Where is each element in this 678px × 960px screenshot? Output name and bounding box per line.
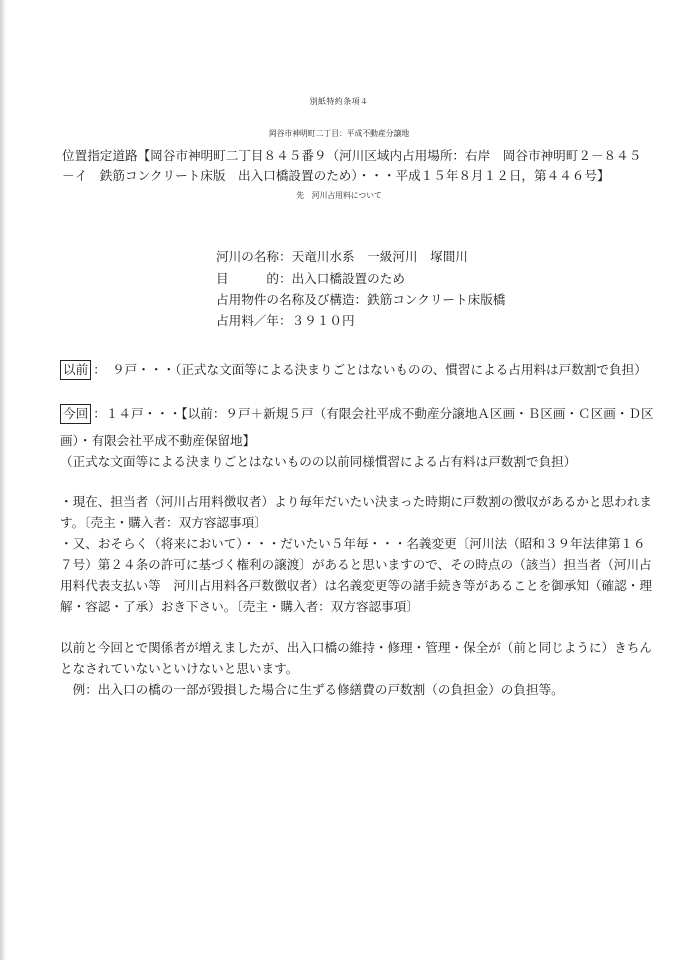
river-name: 河川の名称：天竜川水系 一級河川 塚間川 — [216, 249, 468, 264]
before-label: 以前 — [60, 360, 91, 380]
note-line: ・又、おそらく（将来において）・・・だいたい５年毎・・・名義変更〔河川法（昭和３９年法律第１６ — [60, 536, 646, 551]
before-text: ： ９戸・・・（正式な文面等による決まりごとはないものの、慣習による占用料は戸数割で負担） — [93, 362, 647, 377]
note-line: ７号）第２４条の許可に基づく権利の譲渡〕があると思いますので、その時点の（該当）担当者（河川占 — [60, 557, 652, 572]
note-line: 用料代表支払い等 河川占用料各戸数徴収者）は名義変更等の諸手続き等があることを御承知（確認・理 — [60, 578, 652, 593]
closing-line: となされていないといけないと思います。 — [60, 661, 299, 676]
closing-example: 例：出入口の橋の一部が毀損した場合に生ずる修繕費の戸数割（の負担金）の負担等。 — [60, 682, 564, 697]
before-row — [60, 360, 647, 380]
note-line: す。〔売主・購入者：双方容認事項〕 — [60, 515, 267, 530]
river-fee: 占用料／年：３９１０円 — [216, 313, 355, 328]
now-label: 今回 — [60, 404, 91, 424]
river-purpose: 目 的：出入口橋設置のため — [216, 271, 405, 286]
river-structure: 占用物件の名称及び構造：鉄筋コンクリート床版橋 — [216, 292, 506, 307]
document-title: 別紙特約条項４ — [309, 97, 369, 106]
note-line: ・現在、担当者（河川占用料徴収者）より毎年だいたい決まった時期に戸数割の徴収があるかと思われま — [60, 494, 652, 509]
scan-edge-shadow — [0, 0, 6, 960]
road-line-2: －イ 鉄筋コンクリート床版 出入口橋設置のため）・・・平成１５年８月１２日，第４４６号】 — [62, 168, 610, 183]
now-row — [60, 404, 654, 424]
now-text-1: ：１４戸・・・【以前：９戸＋新規５戸（有限会社平成不動産分譲地Ａ区画・Ｂ区画・Ｃ区画・Ｄ区 — [93, 406, 654, 421]
road-line-1: 位置指定道路【岡谷市神明町二丁目８４５番９（河川区域内占用場所：右岸 岡谷市神明町２－８４５ — [62, 148, 642, 163]
closing-line: 以前と今回とで関係者が増えましたが、出入口橋の維持・修理・管理・保全が（前と同じように）きちん — [60, 640, 652, 655]
note-line: 解・容認・了承）おき下さい。〔売主・購入者：双方容認事項〕 — [60, 599, 419, 614]
now-text-3: （正式な文面等による決まりごとはないものの以前同様慣習による占有料は戸数割で負担） — [60, 454, 577, 469]
road-line-3: 先 河川占用料について — [296, 191, 382, 200]
property-subtitle: 岡谷市神明町二丁目：平成不動産分譲地 — [268, 129, 410, 138]
now-text-2: 画）・有限会社平成不動産保留地】 — [60, 433, 256, 448]
